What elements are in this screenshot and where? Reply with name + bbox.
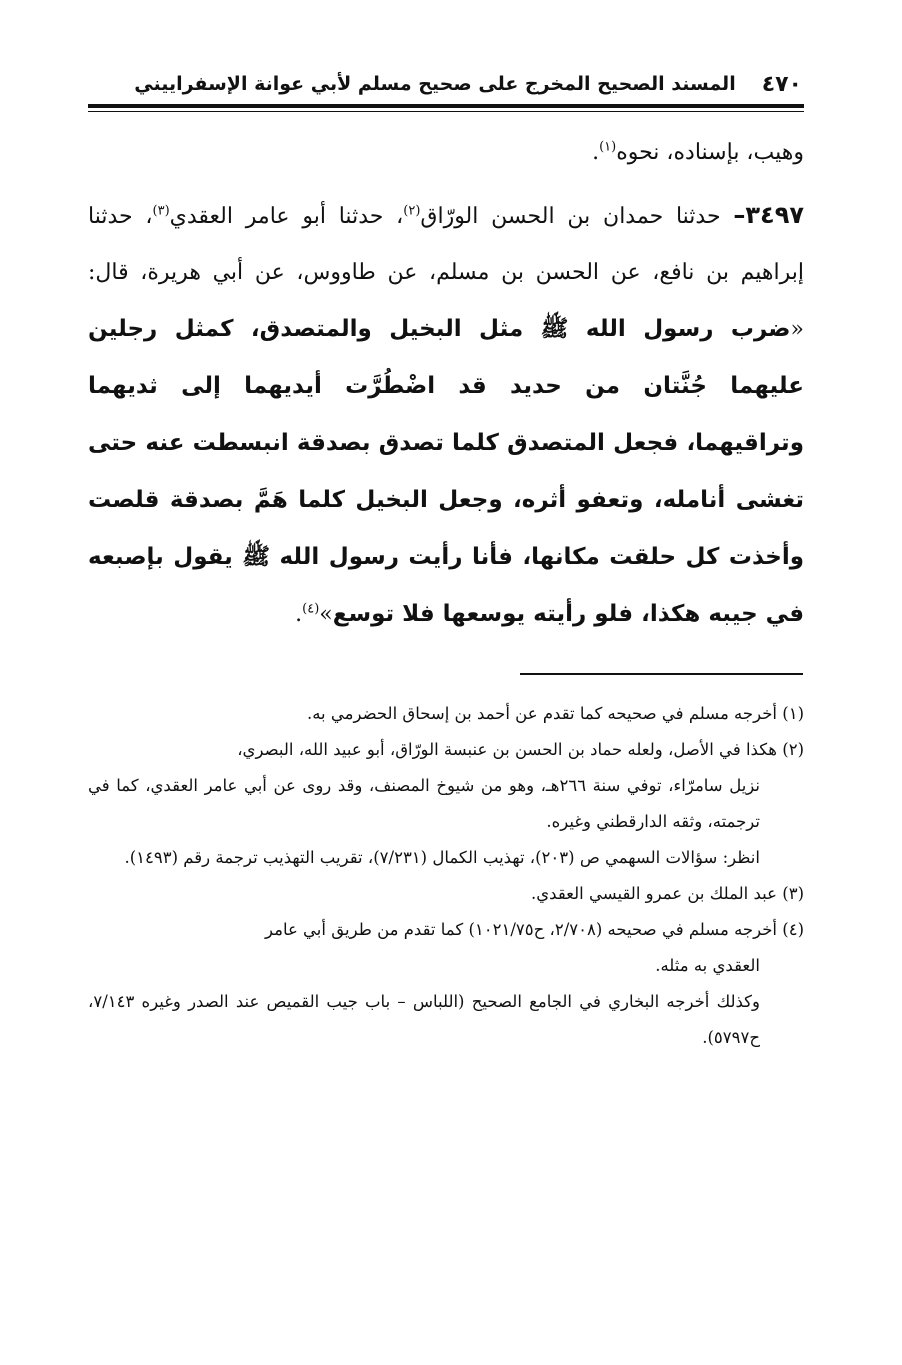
main-text [88,125,804,643]
footnote-ref-4[interactable]: (٤) [302,601,320,617]
footnote-4-continuation: العقدي به مثله. [655,956,760,975]
matn-close-quote: » [319,602,333,627]
footnote-ref-2[interactable]: (٢) [403,203,421,219]
footnotes [88,696,804,1056]
hadith-paragraph [88,187,804,643]
footnote-2-reference: انظر: سؤالات السهمي ص (٢٠٣)، تهذيب الكمال (٧/٢٣١)، تقريب التهذيب ترجمة رقم (١٤٩٣). [124,848,760,867]
footnote-ref-1[interactable]: (١) [599,139,617,155]
footnote-3: (٣) عبد الملك بن عمرو القيسي العقدي. [531,884,804,903]
isnad-part-1: حدثنا حمدان بن الحسن الورّاق [420,204,734,229]
isnad-part-3: ، حدثنا إبراهيم بن نافع، عن الحسن بن مسلم، عن طاووس، عن أبي هريرة، قال: « [88,204,804,342]
page-header [88,64,802,104]
isnad-part-2: ، حدثنا أبو عامر العقدي [169,204,404,229]
hadith-number: ٣٤٩٧– [733,201,804,229]
header-rule [88,104,804,108]
footnote-4: (٤) أخرجه مسلم في صحيحه (٢/٧٠٨، ح١٠٢١/٧٥) كما تقدم من طريق أبي عامر [265,920,804,939]
continuation-paragraph [88,125,804,181]
footnote-ref-3[interactable]: (٣) [152,203,170,219]
footnote-2-continuation: نزيل سامرّاء، توفي سنة ٢٦٦هـ، وهو من شيوخ المصنف، وقد روى عن أبي عامر العقدي، كما في ترجمته، وثقه الدارقطني وغيره. [88,776,760,831]
hadith-matn: ضرب رسول الله ﷺ مثل البخيل والمتصدق، كمثل رجلين عليهما جُنَّتان من حديد قد اضْطُرَّت أيديهما إلى ثديهما وتراقيهما، فجعل المتصدق كلما تصدق بصدقة انبسطت عنه حتى تغشى أنامله، وتعفو أثره، وجعل البخيل كلما هَمَّ بصدقة قلصت وأخذت كل حلقت مكانها، فأنا رأيت رسول الله ﷺ يقول بإصبعه في جيبه هكذا، فلو رأيته يوسعها فلا توسع [88,316,804,627]
footnote-1: (١) أخرجه مسلم في صحيحه كما تقدم عن أحمد بن إسحاق الحضرمي به. [306,704,804,723]
header-rule-thin [88,111,804,112]
running-title: المسند الصحيح المخرج على صحيح مسلم لأبي عوانة الإسفراييني [134,73,736,95]
page-number: ٤٧٠ [761,71,802,97]
footnote-2: (٢) هكذا في الأصل، ولعله حماد بن الحسن بن عنبسة الورّاق، أبو عبيد الله، البصري، [237,740,804,759]
continuation-text: وهيب، بإسناده، نحوه [616,140,804,165]
footnote-separator [520,673,803,675]
footnote-4-reference: وكذلك أخرجه البخاري في الجامع الصحيح (اللباس – باب جيب القميص عند الصدر وغيره ٧/١٤٣، ح٥٧٩٧). [88,992,760,1047]
continuation-end: . [592,140,600,165]
matn-end: . [295,602,303,627]
